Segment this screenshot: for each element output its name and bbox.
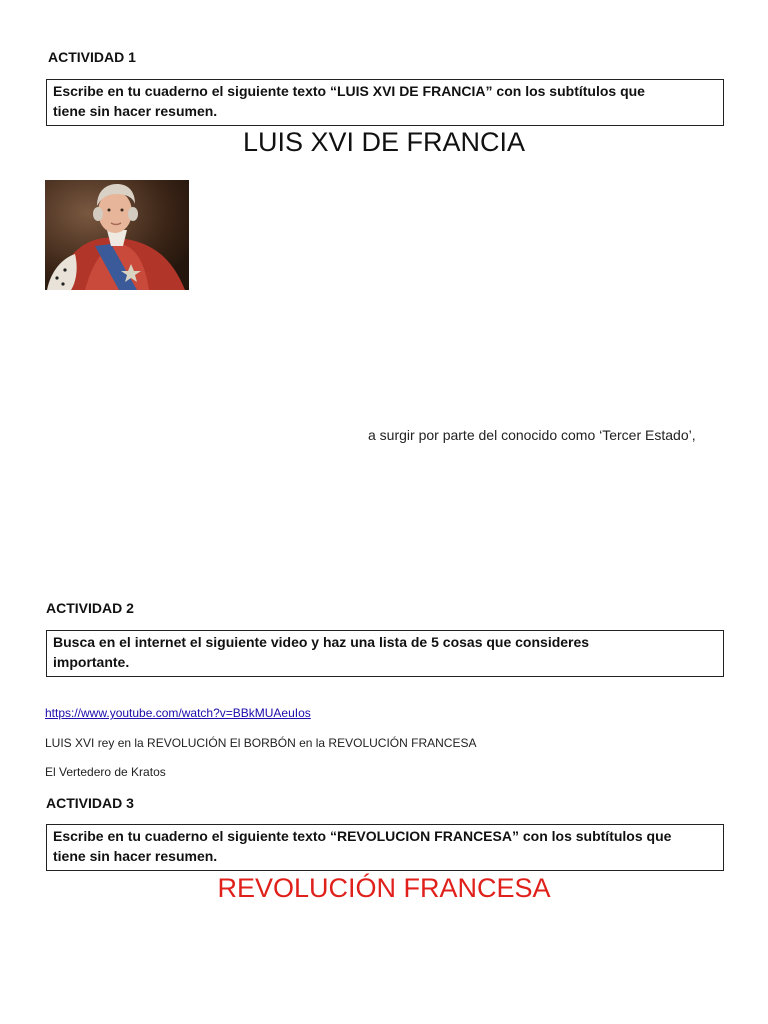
luis-title: LUIS XVI DE FRANCIA [242,127,526,157]
activity2-instruction-line2: importante. [53,654,130,670]
youtube-link[interactable]: https://www.youtube.com/watch?v=BBkMUAeuIos [45,706,311,720]
activity2-instruction-box [46,630,724,677]
video-title: LUIS XVI rey en la REVOLUCIÓN El BORBÓN en la REVOLUCIÓN FRANCESA [45,736,477,750]
activity3-instruction-line2: tiene sin hacer resumen. [53,848,218,864]
activity3-instruction-line1: Escribe en tu cuaderno el siguiente texto “REVOLUCION FRANCESA” con los subtítulos que [53,828,672,844]
video-channel: El Vertedero de Kratos [45,765,166,779]
activity2-title: ACTIVIDAD 2 [46,600,134,616]
activity1-instruction-box [46,79,724,126]
revolution-title: REVOLUCIÓN FRANCESA [217,873,551,903]
activity3-title: ACTIVIDAD 3 [46,795,134,811]
activity2-instruction-line1: Busca en el internet el siguiente video y haz una lista de 5 cosas que consideres [53,634,590,650]
activity1-title: ACTIVIDAD 1 [48,49,136,65]
activity1-instruction-line2: tiene sin hacer resumen. [53,103,218,119]
activity1-instruction-line1: Escribe en tu cuaderno el siguiente texto “LUIS XVI DE FRANCIA” con los subtítulos que [53,83,645,99]
fragment-text: a surgir por parte del conocido como ‘Tercer Estado’, [368,427,696,443]
activity3-instruction-box [46,824,724,871]
louis-xvi-portrait [45,180,189,290]
